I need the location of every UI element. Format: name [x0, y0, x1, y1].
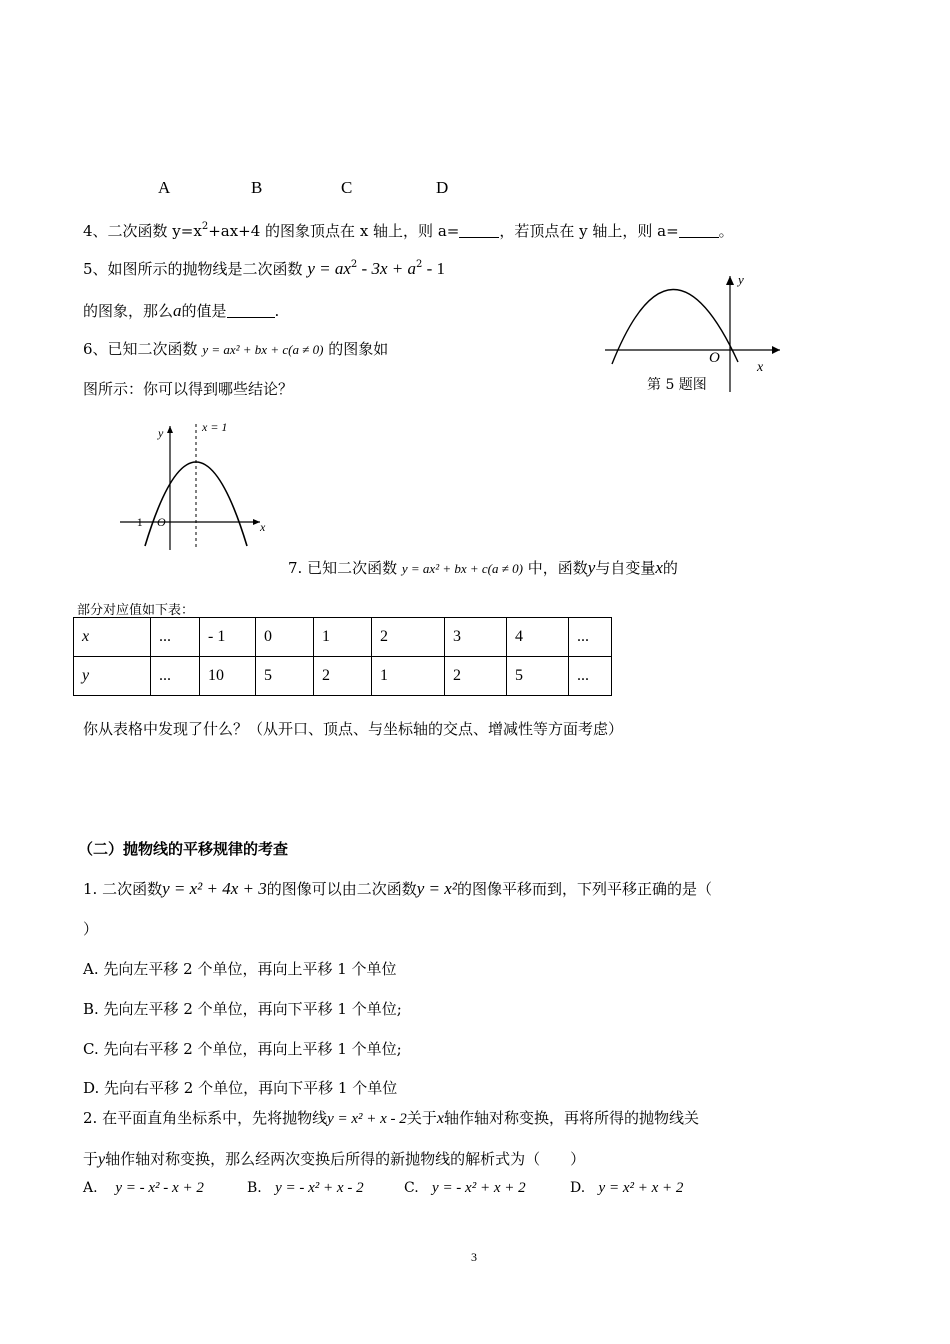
- table-cell: x: [74, 618, 151, 657]
- question-6-line2: 图所示：你可以得到哪些结论？: [83, 380, 294, 398]
- table-cell: ...: [569, 618, 612, 657]
- table-cell: y: [74, 657, 151, 696]
- s2-q1-option-b: B. 先向左平移 2 个单位，再向下平移 1 个单位;: [83, 1000, 402, 1018]
- q6-axis-y-label: y: [158, 426, 164, 440]
- table-cell: 10: [200, 657, 256, 696]
- table-cell: 4: [507, 618, 569, 657]
- table-cell: ...: [151, 657, 200, 696]
- option-label-b: B: [251, 178, 263, 197]
- table-cell: 5: [507, 657, 569, 696]
- s2-q1-option-d: D. 先向右平移 2 个单位，再向下平移 1 个单位: [83, 1079, 398, 1097]
- section-2-title: （二）抛物线的平移规律的考查: [78, 840, 289, 858]
- table-cell: 2: [314, 657, 372, 696]
- option-label-a: A: [158, 178, 171, 197]
- s2-q1-option-a: A. 先向左平移 2 个单位，再向上平移 1 个单位: [83, 960, 397, 978]
- s2-question-1-line2: ）: [83, 920, 99, 938]
- q5-origin-label: O: [709, 350, 720, 366]
- q6-axis-of-symmetry-label: x = 1: [202, 420, 228, 434]
- option-label-d: D: [436, 178, 449, 197]
- q6-parabola-figure: [118, 418, 278, 558]
- table-cell: 5: [256, 657, 314, 696]
- table-cell: 2: [372, 618, 445, 657]
- q6-axis-x-label: x: [260, 520, 266, 534]
- question-7-line2: 部分对应值如下表：: [77, 603, 195, 618]
- s2-question-1-line1: 1. 二次函数y = x² + 4x + 3的图像可以由二次函数y = x²的图像平移而到，下列平移正确的是（: [83, 879, 712, 898]
- s2-q2-option-b: B. y = - x² + x - 2: [247, 1180, 364, 1196]
- table-cell: 0: [256, 618, 314, 657]
- question-7-line1: 7. 已知二次函数 y = ax² + bx + c(a ≠ 0) 中，函数y与自变量x的: [288, 558, 678, 577]
- table-cell: ...: [569, 657, 612, 696]
- s2-question-2-line1: 2. 在平面直角坐标系中，先将抛物线y = x² + x - 2关于x轴作轴对称变换，再将所得的抛物线关: [83, 1109, 699, 1127]
- q6-origin-label: O: [157, 515, 166, 529]
- question-7-prompt: 你从表格中发现了什么？（从开口、顶点、与坐标轴的交点、增减性等方面考虑）: [83, 720, 624, 738]
- option-label-c: C: [341, 178, 353, 197]
- values-table: [73, 617, 612, 696]
- page-number: 3: [471, 1250, 477, 1264]
- s2-question-2-line2: 于y轴作轴对称变换，那么经两次变换后所得的新抛物线的解析式为（ ）: [83, 1150, 586, 1168]
- table-cell: - 1: [200, 618, 256, 657]
- table-row: [74, 618, 612, 657]
- question-5-line1: 5、如图所示的抛物线是二次函数 $y = ax^2 - 3x + a^2 - 1$: [83, 259, 446, 278]
- table-cell: 3: [445, 618, 507, 657]
- table-cell: 1: [314, 618, 372, 657]
- s2-q2-option-c: C. y = - x² + x + 2: [404, 1180, 526, 1196]
- table-cell: 1: [372, 657, 445, 696]
- q5-axis-x-label: x: [757, 360, 764, 375]
- question-5-line2: 的图象，那么a的值是 .: [83, 301, 280, 320]
- question-6-line1: 6、已知二次函数 y = ax² + bx + c(a ≠ 0) 的图象如: [83, 340, 389, 358]
- s2-q1-option-c: C. 先向右平移 2 个单位，再向上平移 1 个单位;: [83, 1040, 402, 1058]
- q5-axis-y-label: y: [738, 272, 744, 287]
- table-row: [74, 657, 612, 696]
- s2-q2-option-d: D. y = x² + x + 2: [570, 1180, 684, 1196]
- s2-q2-option-a: A. y = - x² - x + 2: [83, 1180, 204, 1196]
- q6-neg-one-label: −1: [130, 515, 143, 529]
- q5-figure-caption: 第 5 题图: [647, 377, 707, 393]
- table-cell: ...: [151, 618, 200, 657]
- question-4: 4、二次函数 $y=x^2+ax+4$ 的图象顶点在 x 轴上，则 a= ，若顶点在 y 轴上，则 a= 。: [83, 221, 734, 240]
- table-cell: 2: [445, 657, 507, 696]
